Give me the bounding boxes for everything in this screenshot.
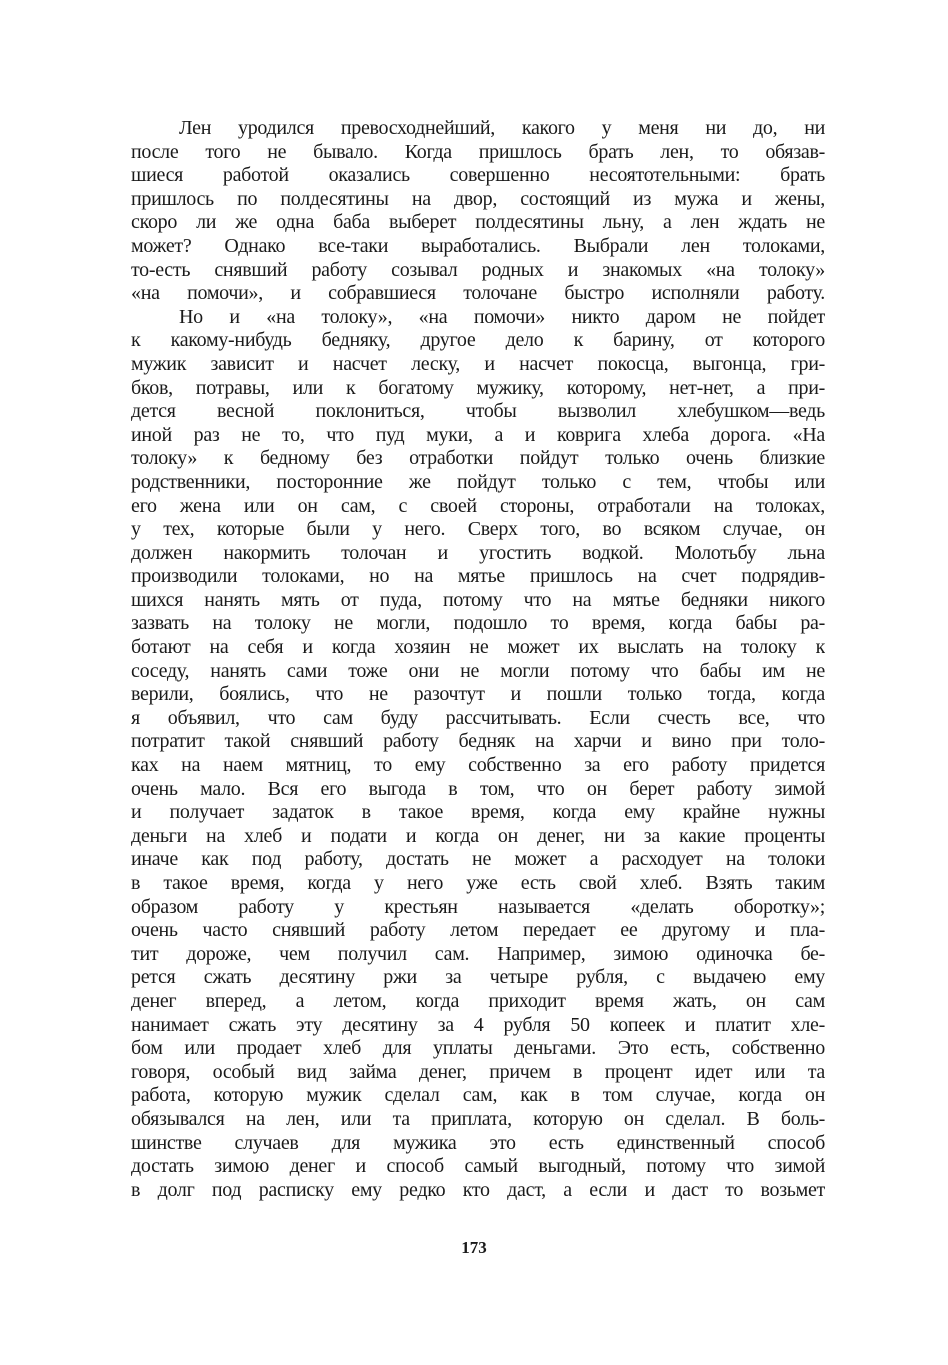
text-line: бков, потравы, или к богатому мужику, которому, нет-нет, а при-: [131, 376, 825, 399]
text-line: зазвать на толоку не могли, подошло то время, когда бабы ра-: [131, 612, 825, 635]
text-line: денег вперед, а летом, когда приходит время жать, он сам: [131, 989, 825, 1012]
text-line: производили толоками, но на мятье пришлось на счет подрядив-: [131, 565, 825, 588]
text-line: потратит такой снявший работу бедняк на харчи и вино при толо-: [131, 730, 825, 753]
text-line: родственники, посторонние же пойдут только с тем, чтобы или: [131, 470, 825, 493]
text-line: в долг под расписку ему редко кто даст, а если и даст то возьмет: [131, 1178, 825, 1201]
text-line: после того не бывало. Когда пришлось брать лен, то обязав-: [131, 140, 825, 163]
text-line: шиеся работой оказались совершенно несоятотельными: брать: [131, 164, 825, 187]
text-line: и получает задаток в такое время, когда ему крайне нужны: [131, 801, 825, 824]
text-line: Но и «на толоку», «на помочи» никто даром не пойдет: [179, 305, 825, 328]
text-line: образом работу у крестьян называется «делать оборотку»;: [131, 895, 825, 918]
text-line: очень мало. Вся его выгода в том, что он берет работу зимой: [131, 777, 825, 800]
text-line: может? Однако все-таки выработались. Выбрали лен толоками,: [131, 234, 825, 257]
text-line: говоря, особый вид займа денег, причем в процент идет или та: [131, 1060, 825, 1083]
text-line: я объявил, что сам буду рассчитывать. Если счесть все, что: [131, 706, 825, 729]
page-number: 173: [461, 1238, 487, 1257]
text-line: ботают на себя и когда хозяин не может их выслать на толоку к: [131, 636, 825, 659]
text-line: то-есть снявший работу созывал родных и знакомых «на толоку»: [131, 258, 825, 281]
text-line: скоро ли же одна баба выберет полдесятины льну, а лен ждать не: [131, 211, 825, 234]
text-line: пришлось по полдесятины на двор, состоящий из мужа и жены,: [131, 187, 825, 210]
text-line: шихся нанять мять от пуда, потому что на мятье бедняки никого: [131, 588, 825, 611]
text-line: Лен уродился превосходнейший, какого у меня ни до, ни: [179, 117, 825, 139]
text-line: мужик зависит и насчет леску, и насчет покосца, выгонца, гри-: [131, 352, 825, 375]
body-text: [131, 117, 825, 1202]
text-line: к какому-нибудь бедняку, другое дело к барину, от которого: [131, 329, 825, 352]
text-line: у тех, которые были у него. Сверх того, во всяком случае, он: [131, 518, 825, 541]
text-line: соседу, нанять сами тоже они не могли потому что бабы им не: [131, 659, 825, 682]
text-line: иной раз не то, что пуд муки, а и коврига хлеба дорога. «На: [131, 423, 825, 446]
text-line: иначе как под работу, достать не может а расходует на толоки: [131, 848, 825, 871]
text-line: шинстве случаев для мужика это есть единственный способ: [131, 1131, 825, 1154]
text-line: обязывался на лен, или та приплата, которую он сделал. В боль-: [131, 1107, 825, 1130]
text-line: его жена или он сам, с своей стороны, отработали на толоках,: [131, 494, 825, 517]
text-line: деньги на хлеб и подати и когда он денег, ни за какие проценты: [131, 824, 825, 847]
text-line: тит дороже, чем получил сам. Например, зимою одиночка бе-: [131, 942, 825, 965]
text-line: работа, которую мужик сделал сам, как в том случае, когда он: [131, 1084, 825, 1107]
text-line: дется весной поклониться, чтобы вызволил хлебушком—ведь: [131, 400, 825, 423]
text-line: ках на наем мятниц, то ему собственно за его работу придется: [131, 754, 825, 777]
text-line: должен накормить толочан и угостить водкой. Молотьбу льна: [131, 541, 825, 564]
text-line: верили, боялись, что не разочтут и пошли только тогда, когда: [131, 683, 825, 706]
text-line: достать зимою денег и способ самый выгодный, потому что зимой: [131, 1155, 825, 1178]
text-line: бом или продает хлеб для уплаты деньгами. Это есть, собственно: [131, 1037, 825, 1060]
text-line: в такое время, когда у него уже есть свой хлеб. Взять таким: [131, 872, 825, 894]
text-line: очень часто снявший работу летом передает ее другому и пла-: [131, 919, 825, 942]
text-line: «на помочи», и собравшиеся толочане быстро исполняли работу.: [131, 282, 825, 305]
text-line: рется сжать десятину ржи за четыре рубля, с выдачею ему: [131, 966, 825, 989]
text-line: нанимает сжать эту десятину за 4 рубля 50 копеек и платит хле-: [131, 1013, 825, 1036]
text-line: толоку» к бедному без отработки пойдут только очень близкие: [131, 447, 825, 470]
